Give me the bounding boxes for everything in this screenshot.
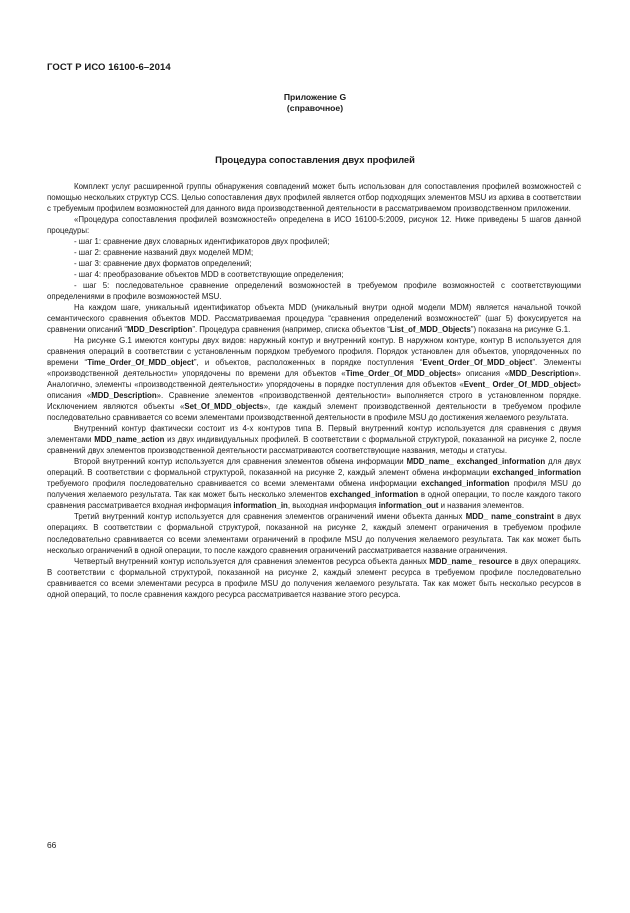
list-item-step-2: - шаг 2: сравнение названий двух моделей MDM; [74,248,254,258]
term-event-order: Event_ Order_Of_MDD_object [463,380,577,390]
text-run: для двух операций. В соответствии с формальной структурой, показанной на рисунке 2, каждый элемент обмена информации [47,457,581,478]
text-run: и названия элементов. [438,501,524,511]
text-run: требуемого профиля последовательно сравнивается со всеми элементами обмена информации [47,479,421,489]
paragraph-inner-contour-1 [47,423,581,456]
text-run: Третий внутренний контур используется для сравнения элементов ограничений имени объекта данных [74,512,466,522]
term-mdd-description: MDD_Description [91,391,157,401]
term-mdd-name-action: MDD_name_action [94,435,165,445]
text-run: ”. Процедура сравнения (например, списка объектов “ [192,325,390,335]
list-item-step-5: - шаг 5: последовательное сравнение определений возможностей в требуемом профиле возможностей с соответствующими определениями в профиле возможностей MSU. [47,281,581,302]
page-number: 66 [47,840,57,850]
paragraph-procedure: «Процедура сопоставления профилей возможностей» определена в ИСО 16100-5:2009, рисунок 12. Ниже приведены 5 шагов данной процедуры: [47,215,581,236]
annex-title: Приложение G [283,92,347,102]
text-run: в одной операции, то после каждого такого сравнения рассматривается входная информация [47,490,581,511]
text-run: ”. Элементы «производственной деятельности» упорядочены по времени для объектов « [47,358,582,379]
paragraph-inner-contour-2 [47,456,581,511]
term-event-order: Event_Order_Of_MDD_object [422,358,533,368]
section-title: Процедура сопоставления двух профилей [215,154,415,165]
term-list-of-mdd-objects: List_of_MDD_Objects [389,325,471,335]
text-run: ». Аналогично, элементы «производственной деятельности» упорядочены в порядке поступления для объектов « [47,369,581,390]
annex-subtitle: (справочное) [286,103,344,113]
text-run: из двух индивидуальных профилей. В соответствии с формальной структурой, показанной на рисунке 2, после сравнений двух элементов производственной деятельности рассматриваются соответствующие названия, методы и статусы. [47,435,581,456]
text-run: Внутренний контур фактически состоит из 4-х контуров типа B. Первый внутренний контур используется для сравнения с двумя элементами [47,424,581,445]
list-item-step-4: - шаг 4: преобразование объектов MDD в соответствующие определения; [74,270,344,280]
text-run: Четвертый внутренний контур используется для сравнения элементов ресурса объекта данных [74,556,430,566]
list-item-step-1: - шаг 1: сравнение двух словарных идентификаторов двух профилей; [74,237,330,247]
text-run: Второй внутренний контур используется для сравнения элементов обмена информации [74,457,407,467]
text-run: ”) показана на рисунке G.1. [470,325,571,335]
body-text [47,181,581,600]
term-time-order-objects: Time_Order_Of_MDD_objects [345,369,457,379]
text-run: , выходная информация [287,501,379,511]
text-run: На каждом шаге, уникальный идентификатор объекта MDD (уникальный внутри одной модели MDM) является начальной точкой семантического сравнения объектов MDD. Рассматриваемая процедура “сравнения определений возможностей” (шаг 5) фокусируется на сравнении описаний “ [47,303,581,335]
paragraph-intro: Комплект услуг расширенной группы обнаружения совпадений может быть использован для сопоставления профилей возможностей с помощью нескольких структур CCS. Целью сопоставления двух профилей является отбор подходящих элементов MSU из архива в соответствии с требуемым профилем возможностей для данного вида производственной деятельности в рассматриваемом производственном приложении. [47,182,581,214]
paragraph-figure-contours [47,335,581,423]
term-information-out: information_out [378,501,439,511]
text-run: » описания « [456,369,510,379]
text-run: ». Сравнение элементов «производственной деятельности» выполняется строго в установленном порядке. Исключением являются объекты « [47,391,582,412]
term-set-of-mdd-objects: Set_Of_MDD_objects [184,402,264,412]
term-exchanged-information: exchanged_information [329,490,419,500]
text-run: ”, и объектов, расположенных в порядке поступления “ [193,358,423,368]
text-run: » описания « [47,380,581,401]
paragraph-each-step [47,302,581,335]
term-mdd-description: MDD_Description [509,369,575,379]
term-mdd-description: MDD_Description [126,325,193,335]
term-exchanged-information: exchanged_information [421,479,510,489]
list-item-step-3: - шаг 3: сравнение двух форматов определений; [74,259,252,269]
standard-header: ГОСТ Р ИСО 16100-6–2014 [47,62,171,73]
term-information-in: information_in [233,501,288,511]
text-run: На рисунке G.1 имеются контуры двух видов: наружный контур и внутренний контур. В наружном контуре, контур B используется для сравнения операций в соответствии с установленным порядком требуемого профиля. Порядок установлен для объектов, упорядоченных по времени “ [47,336,581,368]
text-run: профиля MSU до получения желаемого результата. Так как может быть несколько элементов [47,479,582,500]
text-run: в двух операциях. В соответствии с формальной структурой, показанной на рисунке 2, каждый элемент ограничения в требуемом профиле последовательно сравнивается со всеми элементами ограничений в профиле MSU до получения желаемого результата. Так как может быть несколько ограничений в одной операции, то после каждого сравнения ограничений рассматривается название ограничения. [47,512,581,555]
term-exchanged-information: exchanged_information [492,468,581,478]
text-run: в двух операциях. В соответствии с формальной структурой, показанной на рисунке 2, каждый элемент ресурса в требуемом профиле последовательно сравнивается со всеми элементами ресурса в профиле MSU до получения желаемого результата. Так как может быть несколько ресурсов в одной операций, то после сравнения каждого ресурса рассматривается название этого ресурса. [47,556,581,599]
annex-heading [0,92,630,114]
term-time-order: Time_Order_Of_MDD_object [87,358,194,368]
text-run: », где каждый элемент производственной деятельности в требуемом профиле последовательно сравнивается со всеми элементами производственной деятельности в профиле MSU до достижения желаемого результата. [47,402,581,423]
term-mdd-name-constraint: MDD_ name_constraint [465,512,554,522]
term-mdd-name-resource: MDD_name_ resource [429,556,512,566]
term-mdd-name-exchanged-information: MDD_name_ exchanged_information [406,457,546,467]
paragraph-inner-contour-4 [47,556,581,600]
paragraph-inner-contour-3 [47,511,581,555]
